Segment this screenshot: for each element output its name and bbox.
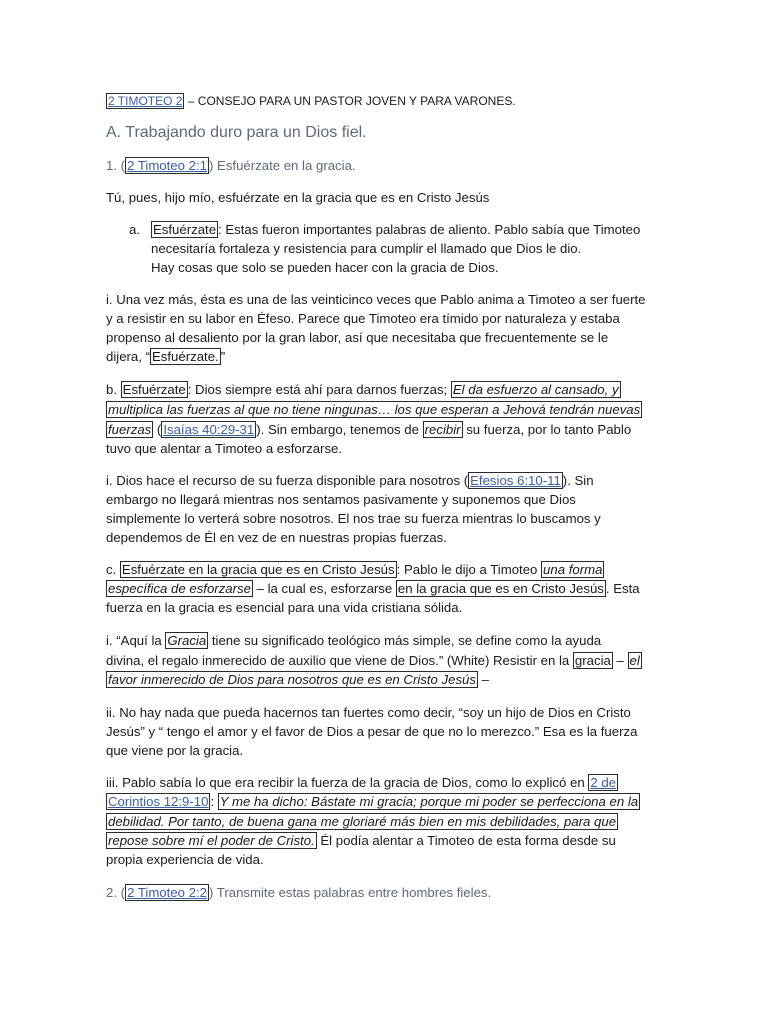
- section-heading: A. Trabajando duro para un Dios fiel.: [106, 124, 367, 141]
- highlighted-word: Esfuérzate: [122, 382, 186, 397]
- paragraph-line: propia experiencia de vida.: [106, 852, 264, 867]
- scripture-link[interactable]: 2 de: [590, 775, 617, 790]
- item-a-marker: a.: [129, 222, 140, 237]
- paragraph-line: ii. No hay nada que pueda hacernos tan fuertes como decir, “soy un hijo de Dios en Cristo: [106, 705, 631, 720]
- paragraph-line: [106, 401, 642, 419]
- highlighted-word: Gracia: [167, 633, 207, 648]
- scripture-link[interactable]: 2 Timoteo 2:1: [127, 158, 207, 173]
- scripture-link[interactable]: Corintios 12:9-10: [108, 794, 209, 809]
- paragraph-line: que viene por la gracia.: [106, 743, 244, 758]
- point-2-heading: 2. ( 2 Timoteo 2:2 ) Transmite estas palabras entre hombres fieles.: [106, 885, 492, 900]
- scripture-link[interactable]: 2 Timoteo 2:2: [127, 885, 207, 900]
- scripture-link[interactable]: Efesios 6:10-11: [470, 473, 561, 488]
- paragraph-line: embargo no llegará mientras nos sentamos pasivamente y suponemos que Dios: [106, 492, 576, 507]
- quoted-scripture: debilidad. Por tanto, de buena gana me gloriaré más bien en mis debilidades, para que: [108, 814, 617, 829]
- paragraph-line: y a resistir en su labor en Éfeso. Parece que Timoteo era tímido por naturaleza y estaba: [106, 311, 620, 326]
- paragraph-line: Jesús” y “ tengo el amor y el favor de Dios a pesar de que no lo merezco.” Esa es la fuerza: [106, 724, 638, 739]
- paragraph-line: c. Esfuérzate en la gracia que es en Cristo Jesús : Pablo le dijo a Timoteo una forma: [106, 562, 603, 577]
- paragraph-line: simplemente lo verterá sobre nosotros. El nos trae su fuerza mientras lo buscamos y: [106, 511, 601, 526]
- quoted-scripture: repose sobre mí el poder de Cristo.: [108, 833, 315, 848]
- highlighted-word: Esfuérzate: [153, 222, 217, 237]
- verse-text: Tú, pues, hijo mío, esfuérzate en la gracia que es en Cristo Jesús: [106, 190, 490, 205]
- highlighted-word: gracia: [574, 653, 611, 668]
- paragraph-line: repose sobre mí el poder de Cristo. Él podía alentar a Timoteo de esta forma desde su: [108, 833, 616, 848]
- paragraph-line: favor inmerecido de Dios para nosotros que es en Cristo Jesús –: [108, 672, 489, 687]
- item-a-line: Esfuérzate : Estas fueron importantes palabras de aliento. Pablo sabía que Timoteo: [153, 222, 641, 237]
- quoted-scripture: El da esfuerzo al cansado, y: [452, 382, 619, 397]
- quoted-scripture: fuerzas: [108, 422, 152, 437]
- quoted-scripture: Y me ha dicho: Bástate mi gracia; porque mi poder se perfecciona en la: [219, 794, 639, 809]
- highlighted-word: recibir: [424, 422, 461, 437]
- paragraph-line: iii. Pablo sabía lo que era recibir la fuerza de la gracia de Dios, como lo explicó en 2 de: [106, 775, 617, 790]
- highlighted-phrase: una forma: [543, 562, 603, 577]
- item-a-line: Hay cosas que solo se pueden hacer con la gracia de Dios.: [151, 260, 499, 275]
- paragraph-line: fuerza en la gracia es esencial para una vida cristiana sólida.: [106, 600, 463, 615]
- point-1-heading: 1. ( 2 Timoteo 2:1 ) Esfuérzate en la gracia.: [106, 158, 356, 173]
- title-link[interactable]: 2 TIMOTEO 2: [108, 94, 183, 108]
- paragraph-line: propenso al desaliento por la gran labor, así que necesitaba que frecuentemente se le: [106, 330, 609, 345]
- paragraph-line: b. Esfuérzate : Dios siempre está ahí para darnos fuerzas; El da esfuerzo al cansado, y: [106, 382, 619, 397]
- paragraph-line: divina, el regalo inmerecido de auxilio que viene de Dios.” (White) Resistir en la gracia – el: [106, 653, 640, 668]
- paragraph-line: Corintios 12:9-10 : Y me ha dicho: Bástate mi gracia; porque mi poder se perfecciona en la: [108, 794, 639, 809]
- scripture-link[interactable]: Isaías 40:29-31: [163, 422, 255, 437]
- paragraph-line: dijera, “ Esfuérzate. ”: [106, 349, 226, 364]
- title-text: – CONSEJO PARA UN PASTOR JOVEN Y PARA VARONES.: [184, 94, 516, 108]
- paragraph-line: dependemos de Él en vez de en nuestras propias fuerzas.: [106, 530, 447, 545]
- highlighted-phrase: el: [629, 653, 640, 668]
- item-a-line: necesitaría fortaleza y resistencia para cumplir el llamado que Dios le dio.: [151, 241, 582, 256]
- paragraph-line: tuvo que alentar a Timoteo a esforzarse.: [106, 441, 343, 456]
- highlighted-phrase: favor inmerecido de Dios para nosotros que es en Cristo Jesús: [108, 672, 476, 687]
- paragraph-line: i. “Aquí la Gracia tiene su significado teológico más simple, se define como la ayuda: [106, 633, 602, 648]
- paragraph-line: i. Dios hace el recurso de su fuerza disponible para nosotros ( Efesios 6:10-11 ). Sin: [106, 473, 594, 488]
- quoted-scripture: multiplica las fuerzas al que no tiene ningunas… los que esperan a Jehová tendrán nuevas: [108, 402, 641, 417]
- paragraph-line: [106, 813, 618, 831]
- highlighted-phrase: Esfuérzate en la gracia que es en Cristo Jesús: [121, 562, 395, 577]
- highlighted-phrase: en la gracia que es en Cristo Jesús: [397, 581, 604, 596]
- highlighted-phrase: específica de esforzarse: [108, 581, 251, 596]
- paragraph-line: específica de esforzarse – la cual es, esforzarse en la gracia que es en Cristo Jesús . Esta: [108, 581, 640, 596]
- highlighted-word: Esfuérzate.: [151, 349, 219, 364]
- paragraph-line: fuerzas ( Isaías 40:29-31 ). Sin embargo, tenemos de recibir su fuerza, por lo tanto Pablo: [108, 422, 632, 437]
- paragraph-line: i. Una vez más, ésta es una de las veinticinco veces que Pablo anima a Timoteo a ser fuerte: [106, 292, 646, 307]
- document-title: [106, 92, 516, 110]
